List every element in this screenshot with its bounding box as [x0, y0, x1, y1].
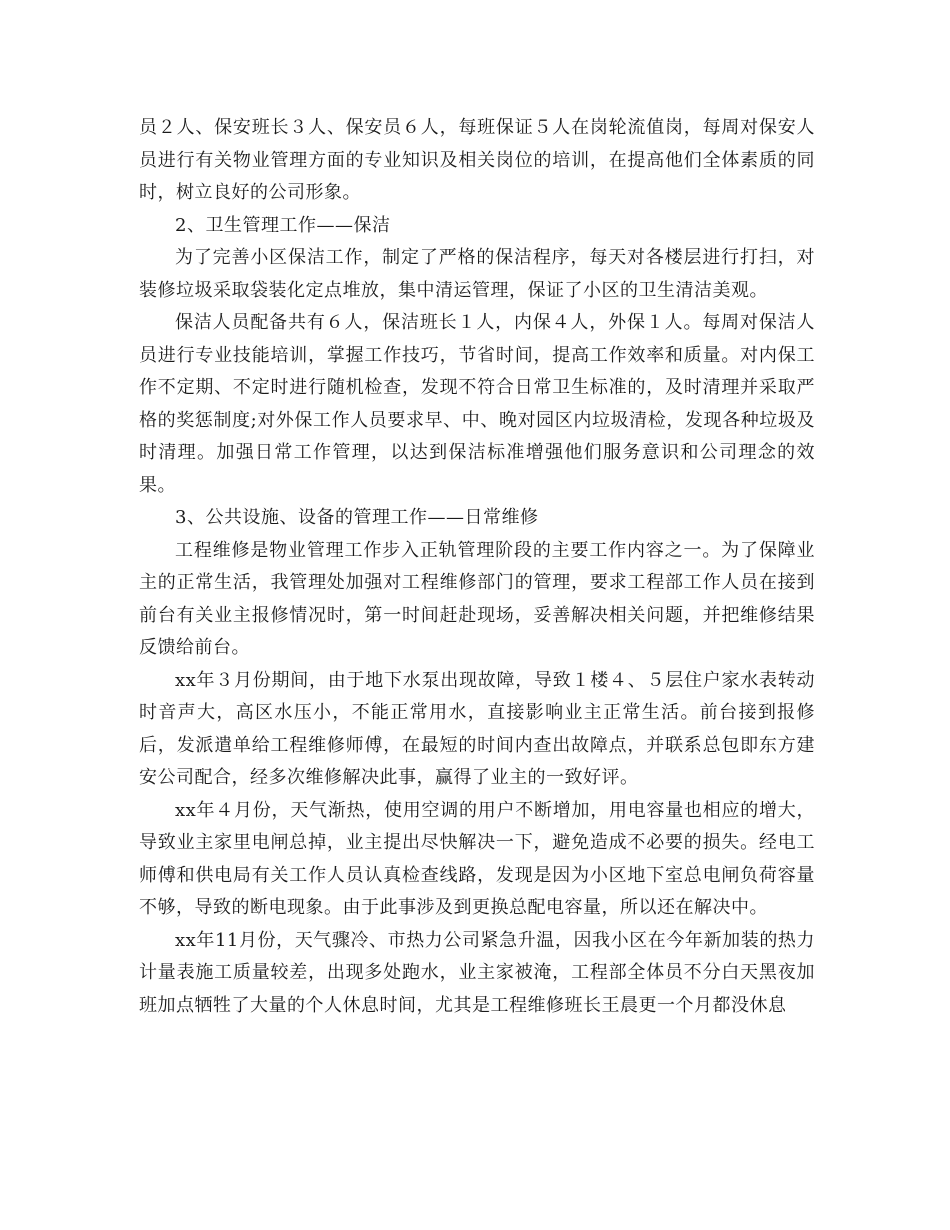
section-heading-sanitation: 2、卫生管理工作——保洁: [175, 214, 391, 236]
paragraph-april-power: xx年４月份，天气渐热，使用空调的用户不断增加，用电容量也相应的增大，导致业主家里电闸总掉，业主提出尽快解决一下，避免造成不必要的损失。经电工师傅和供电局有关工作人员认真检查线路，发现是因为小区地下室总电闸负荷容量不够，导致的断电现象。由于此事涉及到更换总配电容量，所以还在解决中。: [139, 799, 815, 918]
paragraph-engineering-repair: 工程维修是物业管理工作步入正轨管理阶段的主要工作内容之一。为了保障业主的正常生活，我管理处加强对工程维修部门的管理，要求工程部工作人员在接到前台有关业主报修情况时，第一时间赶赴现场，妥善解决相关问题，并把维修结果反馈给前台。: [139, 539, 815, 658]
document-body: [139, 112, 815, 1022]
paragraph-cleaning-procedure: 为了完善小区保洁工作，制定了严格的保洁程序，每天对各楼层进行打扫，对装修垃圾采取袋装化定点堆放，集中清运管理，保证了小区的卫生清洁美观。: [139, 247, 815, 301]
paragraph-security-staff: 员２人、保安班长３人、保安员６人，每班保证５人在岗轮流值岗，每周对保安人员进行有关物业管理方面的专业知识及相关岗位的培训，在提高他们全体素质的同时，树立良好的公司形象。: [139, 117, 815, 203]
paragraph-march-water-pump: xx年３月份期间，由于地下水泵出现故障，导致１楼４、５层住户家水表转动时音声大，高区水压小，不能正常用水，直接影响业主正常生活。前台接到报修后，发派遣单给工程维修师傅，在最短的时间内查出故障点，并联系总包即东方建安公司配合，经多次维修解决此事，赢得了业主的一致好评。: [139, 669, 815, 788]
paragraph-november-heating: xx年11月份，天气骤冷、市热力公司紧急升温，因我小区在今年新加装的热力计量表施工质量较差，出现多处跑水，业主家被淹，工程部全体员不分白天黑夜加班加点牺牲了大量的个人休息时间，尤其是工程维修班长王晨更一个月都没休息: [139, 929, 815, 1016]
section-heading-maintenance: 3、公共设施、设备的管理工作——日常维修: [175, 507, 539, 528]
paragraph-cleaning-staff: 保洁人员配备共有６人，保洁班长１人，内保４人，外保１人。每周对保洁人员进行专业技能培训，掌握工作技巧，节省时间，提高工作效率和质量。对内保工作不定期、不定时进行随机检查，发现不符合日常卫生标准的，及时清理并采取严格的奖惩制度;对外保工作人员要求早、中、晚对园区内垃圾清检，发现各种垃圾及时清理。加强日常工作管理，以达到保洁标准增强他们服务意识和公司理念的效果。: [139, 312, 815, 496]
